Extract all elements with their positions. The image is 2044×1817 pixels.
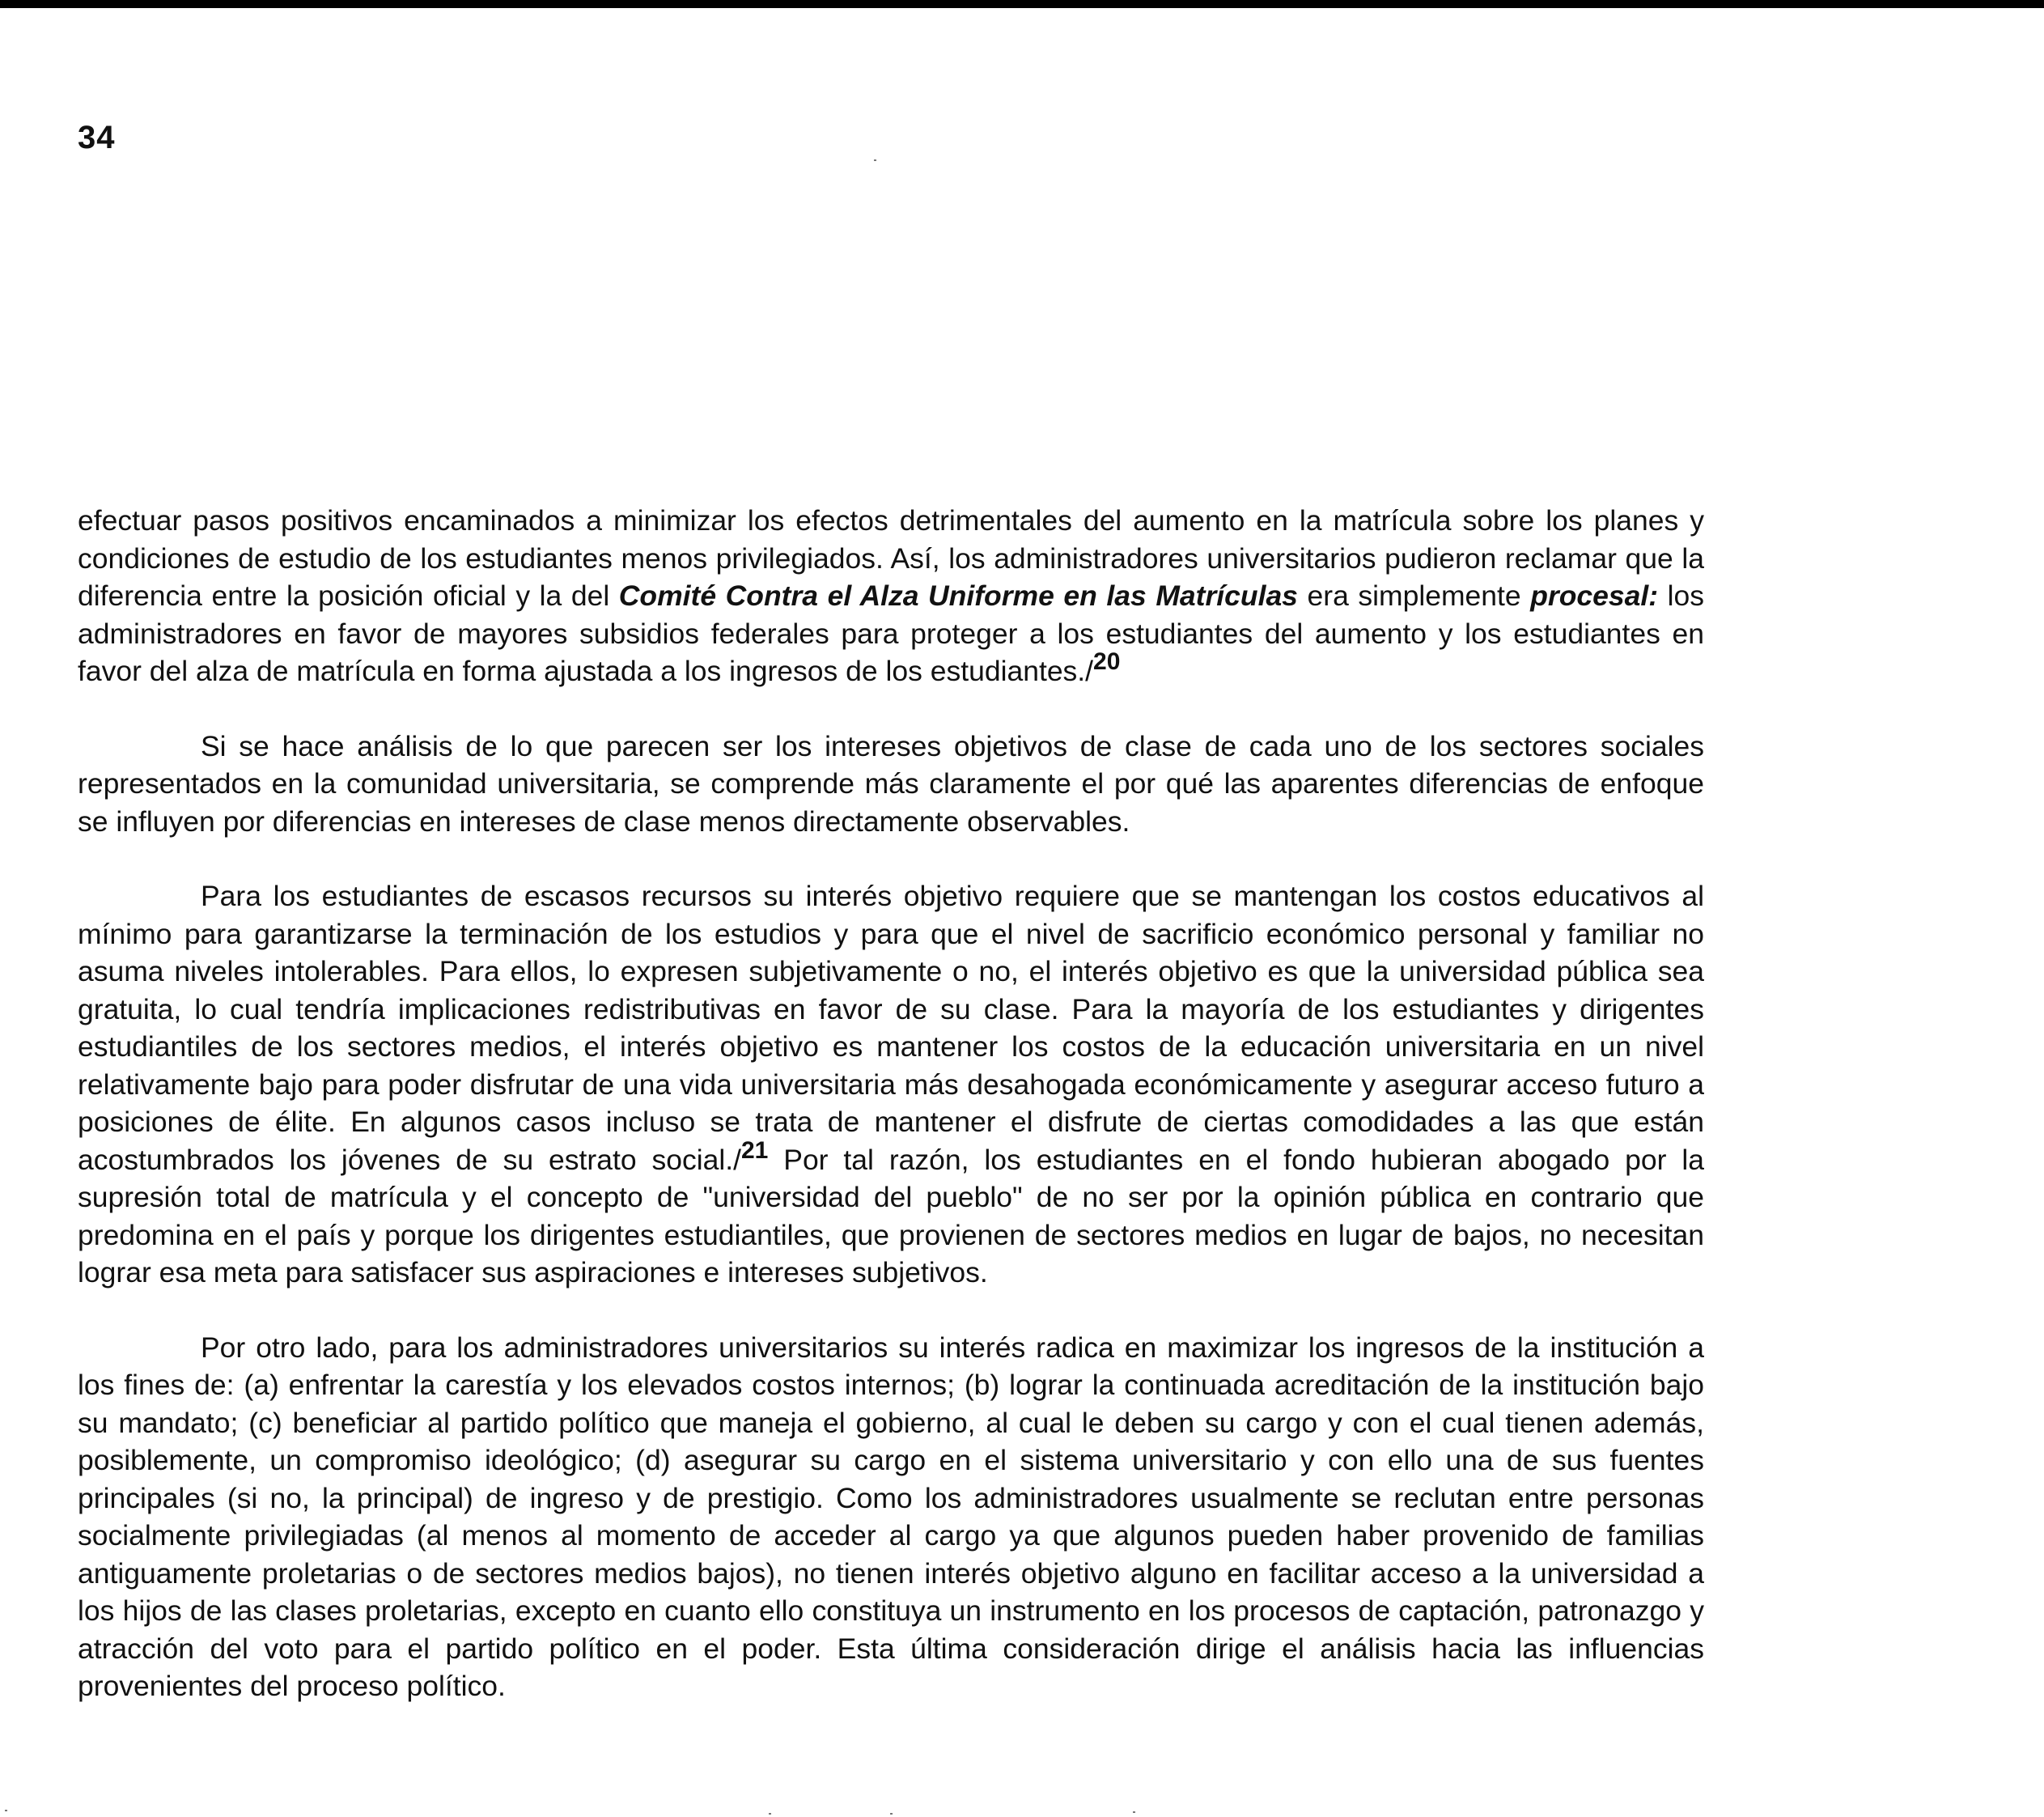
paragraph-1-text-a: efectuar pasos positivos encaminados a minimizar los efectos detrimentales del aumento en la matrícula sobre los planes y condiciones de estudio de los estudiantes menos privilegiados. Así, los administradores universitarios pudieron reclamar que la diferencia entre la posición oficial y la del <box>78 504 1704 612</box>
paragraph-3-text-b: Por tal razón, los estudiantes en el fondo hubieran abogado por la supresión total de matrícula y el concepto de "universidad del pueblo" de no ser por la opinión pública en contrario que predomina en el país y porque los dirigentes estudiantiles, que provienen de sectores medios en lugar de bajos, no necesitan lograr esa meta para satisfacer sus aspiraciones e intereses subjetivos. <box>78 1143 1704 1288</box>
paragraph-1-text-b: era simplemente <box>1297 579 1531 612</box>
paragraph-1-text-c: los administradores en favor de mayores subsidios federales para proteger a los estudiantes del aumento y los estudiantes en favor del alza de matrícula en forma ajustada a los ingresos de los estudiantes./ <box>78 579 1704 687</box>
committee-name-italic: Comité Contra el Alza Uniforme en las Matrículas <box>618 579 1298 612</box>
paragraph-3-text-a: Para los estudiantes de escasos recursos su interés objetivo requiere que se mantengan los costos educativos al mínimo para garantizarse la terminación de los estudios y para que el nivel de sacrificio económico personal y familiar no asuma niveles intolerables. Para ellos, lo expresen subjetivamente o no, el interés objetivo es que la universidad pública sea gratuita, lo cual tendría implicaciones redistributivas en favor de su clase. Para la mayoría de los estudiantes y dirigentes estudiantiles de los sectores medios, el interés objetivo es mantener los costos de la educación universitaria en un nivel relativamente bajo para poder disfrutar de una vida universitaria más desahogada económicamente y asegurar acceso futuro a posiciones de élite. En algunos casos incluso se trata de mantener el disfrute de ciertas comodidades a las que están acostumbrados los jóvenes de su estrato social./ <box>78 880 1704 1176</box>
paragraph-3 <box>78 877 1704 1292</box>
paragraph-1 <box>78 502 1704 690</box>
procesal-italic: procesal: <box>1530 579 1659 612</box>
top-border-rule <box>0 0 2044 8</box>
scan-speck <box>890 1813 893 1815</box>
scan-speck <box>874 159 876 161</box>
scan-speck <box>769 1813 771 1815</box>
paragraph-2: Si se hace análisis de lo que parecen ser los intereses objetivos de clase de cada uno de los sectores sociales representados en la comunidad universitaria, se comprende más claramente el por qué las aparentes diferencias de enfoque se influyen por diferencias en intereses de clase menos directamente observables. <box>78 729 1704 838</box>
body-text <box>78 502 1704 1743</box>
paragraph-4: Por otro lado, para los administradores universitarios su interés radica en maximizar los ingresos de la institución a los fines de: (a) enfrentar la carestía y los elevados costos internos; (b) lograr la continuada acreditación de la institución bajo su mandato; (c) beneficiar al partido político que maneja el gobierno, al cual le deben su cargo y con el cual tienen además, posiblemente, un compromiso ideológico; (d) asegurar su cargo en el sistema universitario y con ello una de sus fuentes principales (si no, la principal) de ingreso y de prestigio. Como los administradores usualmente se reclutan entre personas socialmente privilegiadas (al menos al momento de acceder al cargo ya que algunos pueden haber provenido de familias antiguamente proletarias o de sectores medios bajos), no tienen interés objetivo alguno en facilitar acceso a la universidad a los hijos de las clases proletarias, excepto en cuanto ello constituya un instrumento en los procesos de captación, patronazgo y atracción del voto para el partido político en el poder. Esta última consideración dirige el análisis hacia las influencias provenientes del proceso político. <box>78 1331 1704 1702</box>
page-number: 34 <box>78 120 116 155</box>
footnote-ref-21: 21 <box>740 1136 769 1164</box>
scan-speck <box>1133 1811 1135 1813</box>
scan-speck <box>5 1810 7 1811</box>
footnote-ref-20: 20 <box>1093 648 1121 675</box>
